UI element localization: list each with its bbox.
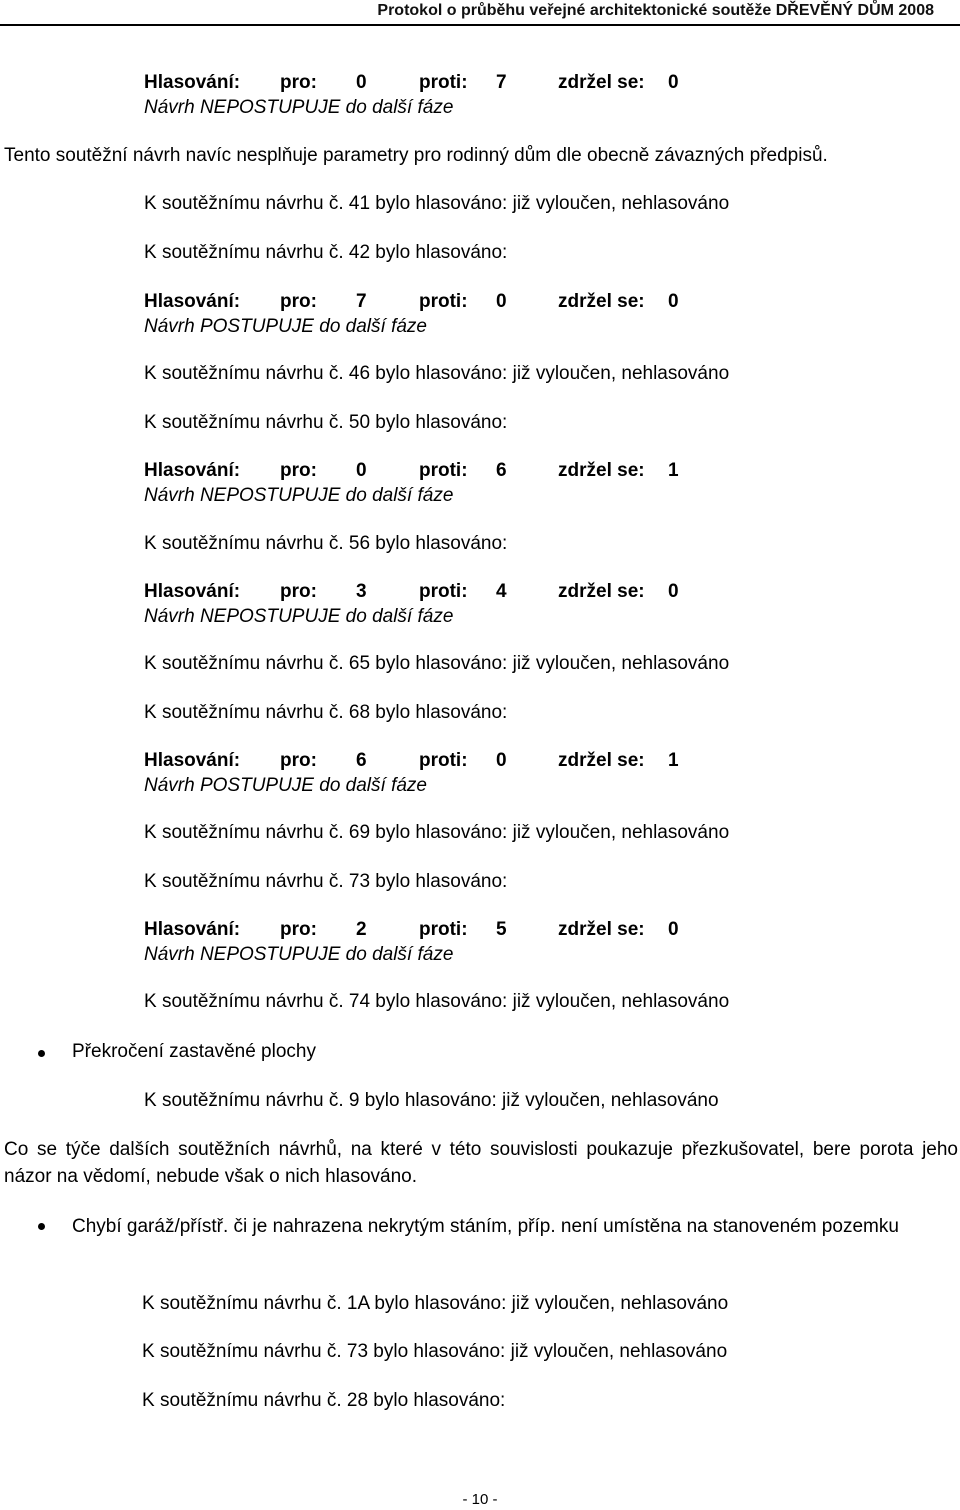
vote-row <box>144 749 744 773</box>
vote-result: Návrh NEPOSTUPUJE do další fáze <box>144 606 454 627</box>
pro-label: pro: <box>280 919 317 940</box>
zdrzel-label: zdržel se: <box>558 581 645 602</box>
pro-label: pro: <box>280 750 317 771</box>
proti-label: proti: <box>419 72 468 93</box>
vote-result: Návrh NEPOSTUPUJE do další fáze <box>144 944 454 965</box>
vote-label: Hlasování: <box>144 750 241 771</box>
vote-row <box>144 580 744 604</box>
proti-label: proti: <box>419 750 468 771</box>
vote-label: Hlasování: <box>144 919 241 940</box>
header-rule <box>0 24 960 26</box>
zdrzel-label: zdržel se: <box>558 291 645 312</box>
pro-label: pro: <box>280 291 317 312</box>
proposal-line: K soutěžnímu návrhu č. 65 bylo hlasováno: již vyloučen, nehlasováno <box>144 653 730 674</box>
proposal-line: K soutěžnímu návrhu č. 46 bylo hlasováno: již vyloučen, nehlasováno <box>144 363 730 384</box>
bullet-item-plochy: Překročení zastavěné plochy <box>72 1041 316 1062</box>
pro-value: 2 <box>356 919 367 940</box>
bullet-icon <box>38 1050 45 1057</box>
vote-row <box>144 918 744 942</box>
vote-result: Návrh POSTUPUJE do další fáze <box>144 775 427 796</box>
bullet-item-garaz: Chybí garáž/přístř. či je nahrazena nekrytým stáním, příp. není umístěna na stanoveném pozemku <box>72 1216 899 1237</box>
vote-label: Hlasování: <box>144 460 241 481</box>
zdrzel-label: zdržel se: <box>558 460 645 481</box>
pro-label: pro: <box>280 581 317 602</box>
proposal-line: K soutěžnímu návrhu č. 74 bylo hlasováno: již vyloučen, nehlasováno <box>144 991 730 1012</box>
proposal-line: K soutěžnímu návrhu č. 42 bylo hlasováno: <box>144 242 508 263</box>
proposal-line: K soutěžnímu návrhu č. 68 bylo hlasováno: <box>144 702 508 723</box>
proti-value: 7 <box>496 72 507 93</box>
paragraph-other-proposals: Co se týče dalších soutěžních návrhů, na které v této souvislosti poukazuje přezkušovatel, bere porota jeho názor na vědomí, nebude však o nich hlasováno. <box>4 1139 958 1187</box>
zdrzel-label: zdržel se: <box>558 750 645 771</box>
zdrzel-value: 0 <box>668 291 679 312</box>
proti-label: proti: <box>419 460 468 481</box>
zdrzel-value: 0 <box>668 919 679 940</box>
vote-label: Hlasování: <box>144 72 241 93</box>
zdrzel-label: zdržel se: <box>558 72 645 93</box>
proposal-line: K soutěžnímu návrhu č. 41 bylo hlasováno: již vyloučen, nehlasováno <box>144 193 730 214</box>
pro-value: 6 <box>356 750 367 771</box>
vote-row <box>144 71 744 95</box>
document-header-title: Protokol o průběhu veřejné architektonické soutěže DŘEVĚNÝ DŮM 2008 <box>377 2 934 19</box>
pro-value: 3 <box>356 581 367 602</box>
zdrzel-value: 1 <box>668 460 679 481</box>
proti-value: 4 <box>496 581 507 602</box>
pro-label: pro: <box>280 460 317 481</box>
proti-label: proti: <box>419 919 468 940</box>
proti-value: 5 <box>496 919 507 940</box>
bullet-icon <box>38 1223 45 1230</box>
pro-value: 0 <box>356 460 367 481</box>
proposal-line: K soutěžnímu návrhu č. 73 bylo hlasováno: již vyloučen, nehlasováno <box>142 1341 728 1362</box>
vote-result: Návrh POSTUPUJE do další fáze <box>144 316 427 337</box>
vote-result: Návrh NEPOSTUPUJE do další fáze <box>144 485 454 506</box>
proposal-line: K soutěžnímu návrhu č. 56 bylo hlasováno: <box>144 533 508 554</box>
note-parameters: Tento soutěžní návrh navíc nesplňuje parametry pro rodinný dům dle obecně závazných předpisů. <box>4 145 828 166</box>
proti-value: 0 <box>496 750 507 771</box>
proposal-line: K soutěžnímu návrhu č. 28 bylo hlasováno: <box>142 1390 506 1411</box>
proposal-line: K soutěžnímu návrhu č. 9 bylo hlasováno: již vyloučen, nehlasováno <box>144 1090 719 1111</box>
vote-result: Návrh NEPOSTUPUJE do další fáze <box>144 97 454 118</box>
proposal-line: K soutěžnímu návrhu č. 50 bylo hlasováno: <box>144 412 508 433</box>
pro-value: 0 <box>356 72 367 93</box>
proposal-line: K soutěžnímu návrhu č. 69 bylo hlasováno: již vyloučen, nehlasováno <box>144 822 730 843</box>
proti-label: proti: <box>419 581 468 602</box>
page-number: - 10 - <box>462 1491 498 1508</box>
zdrzel-value: 1 <box>668 750 679 771</box>
vote-label: Hlasování: <box>144 291 241 312</box>
proposal-line: K soutěžnímu návrhu č. 1A bylo hlasováno: již vyloučen, nehlasováno <box>142 1293 729 1314</box>
vote-row <box>144 290 744 314</box>
zdrzel-label: zdržel se: <box>558 919 645 940</box>
proti-value: 0 <box>496 291 507 312</box>
proti-label: proti: <box>419 291 468 312</box>
vote-label: Hlasování: <box>144 581 241 602</box>
proti-value: 6 <box>496 460 507 481</box>
zdrzel-value: 0 <box>668 72 679 93</box>
pro-value: 7 <box>356 291 367 312</box>
proposal-line: K soutěžnímu návrhu č. 73 bylo hlasováno: <box>144 871 508 892</box>
pro-label: pro: <box>280 72 317 93</box>
vote-row <box>144 459 744 483</box>
zdrzel-value: 0 <box>668 581 679 602</box>
